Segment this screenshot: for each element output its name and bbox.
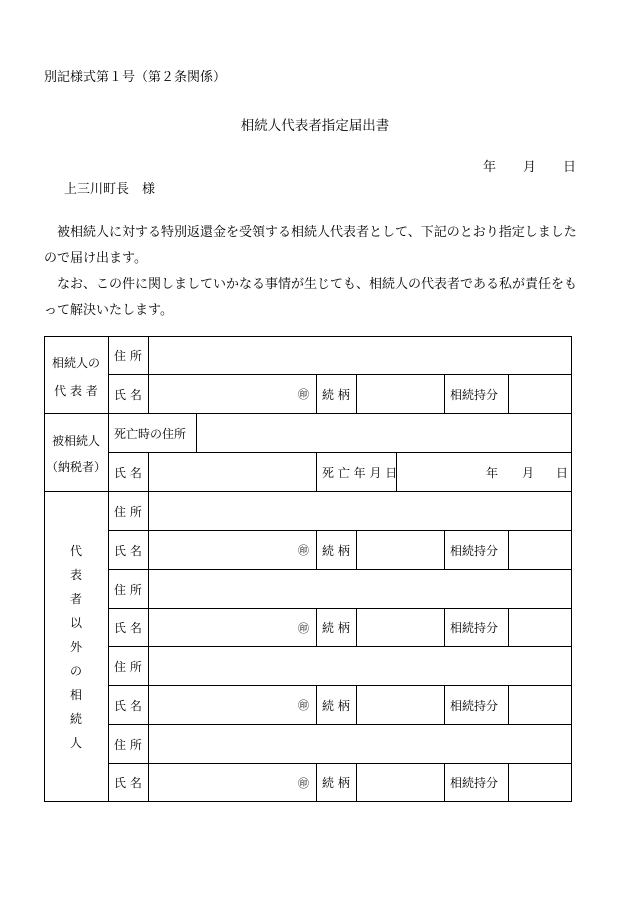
others-label-char: 続 xyxy=(69,712,82,726)
name-row-line xyxy=(444,374,445,413)
heir2-name-field[interactable] xyxy=(149,609,315,646)
rep-name-field[interactable] xyxy=(149,375,315,413)
heir4-name-label: 氏 名 xyxy=(114,776,142,790)
others-label-char: 者 xyxy=(69,592,82,606)
rep-relationship-field[interactable] xyxy=(357,375,443,413)
heir3-relationship-label: 続 柄 xyxy=(322,698,350,713)
date-day-label: 日 xyxy=(563,160,577,175)
heir3-name-field[interactable] xyxy=(149,686,315,724)
rep-address-field[interactable] xyxy=(149,337,570,374)
others-label-char: の xyxy=(69,664,82,678)
heir4-relationship-field[interactable] xyxy=(357,764,443,801)
representative-label-line-2: 代 表 者 xyxy=(54,384,98,398)
rep-name-label: 氏 名 xyxy=(114,387,142,402)
heir2-address-label: 住 所 xyxy=(114,582,142,597)
heir3-address-field[interactable] xyxy=(149,647,570,685)
heir4-share-label: 相続持分 xyxy=(450,776,499,790)
heir4-address-field[interactable] xyxy=(149,725,570,763)
declaration-paragraph-1: 被相続人に対する特別返還金を受領する相続人代表者として、下記のとおり指定しましたので届け出ます。 xyxy=(44,225,577,266)
death-address-label: 死亡時の住所 xyxy=(114,426,187,441)
recipient: 上三川町長 様 xyxy=(64,182,156,197)
heir4-address-label: 住 所 xyxy=(114,737,142,752)
death-day-label: 日 xyxy=(556,465,569,480)
death-month-label: 月 xyxy=(522,465,535,480)
heir3-name-label: 氏 名 xyxy=(114,698,142,713)
deceased-label-line-1: 被相続人 xyxy=(51,434,100,448)
rep-relationship-label: 続 柄 xyxy=(322,387,350,402)
heir1-share-field[interactable] xyxy=(509,531,570,569)
rep-share-field[interactable] xyxy=(509,375,570,413)
name-row-line xyxy=(316,374,317,413)
heir2-share-field[interactable] xyxy=(509,609,570,646)
name-row-line xyxy=(316,763,317,802)
heir2-share-label: 相続持分 xyxy=(450,621,499,635)
heir3-relationship-field[interactable] xyxy=(357,686,443,724)
others-label-char: 外 xyxy=(69,640,82,654)
heir4-share-field[interactable] xyxy=(509,764,570,801)
date-month-label: 月 xyxy=(523,160,537,175)
others-label-char: 以 xyxy=(69,616,82,630)
document-title: 相続人代表者指定届出書 xyxy=(240,118,390,134)
heir4-name-field[interactable] xyxy=(149,764,315,801)
heir1-seal-mark: ㊞ xyxy=(298,544,309,557)
deceased-label-line-2: （納税者） xyxy=(45,460,106,474)
rep-address-label: 住 所 xyxy=(114,348,142,363)
others-label-char: 代 xyxy=(69,544,82,558)
name-row-line xyxy=(316,530,317,569)
others-label-char: 表 xyxy=(69,568,82,582)
deceased-name-field[interactable] xyxy=(149,453,315,491)
heir3-seal-mark: ㊞ xyxy=(298,699,309,712)
heir4-relationship-label: 続 柄 xyxy=(322,776,350,790)
heir3-address-label: 住 所 xyxy=(114,659,142,674)
name-row-line xyxy=(444,530,445,569)
heir2-seal-mark: ㊞ xyxy=(298,621,309,635)
rep-seal-mark: ㊞ xyxy=(298,388,309,401)
heir1-relationship-field[interactable] xyxy=(357,531,443,569)
death-year-label: 年 xyxy=(486,465,499,480)
heir3-share-label: 相続持分 xyxy=(450,698,499,713)
deceased-name-line xyxy=(316,452,317,491)
heir2-address-field[interactable] xyxy=(149,570,570,608)
deceased-name-label: 氏 名 xyxy=(114,465,142,480)
table-border-bottom xyxy=(44,801,572,802)
others-label-char: 相 xyxy=(69,688,82,702)
name-row-line xyxy=(444,685,445,724)
form-number: 別記様式第１号（第２条関係） xyxy=(44,70,227,85)
heir1-relationship-label: 続 柄 xyxy=(322,543,350,558)
heir3-share-field[interactable] xyxy=(509,686,570,724)
form-table xyxy=(44,336,572,802)
name-row-line xyxy=(316,685,317,724)
label-column-line xyxy=(108,336,109,802)
death-date-label: 死 亡 年 月 日 xyxy=(322,465,398,480)
name-row-line xyxy=(444,763,445,802)
declaration-paragraph-2: なお、この件に関しましていかなる事情が生じても、相続人の代表者である私が責任をもって解決いたします。 xyxy=(44,277,578,318)
heir4-seal-mark: ㊞ xyxy=(298,776,309,790)
others-label-char: 人 xyxy=(69,736,82,750)
death-address-field[interactable] xyxy=(197,414,570,452)
rep-share-label: 相続持分 xyxy=(450,387,499,402)
date-year-label: 年 xyxy=(483,160,497,175)
name-row-line xyxy=(444,608,445,646)
heir1-share-label: 相続持分 xyxy=(450,543,499,558)
heir1-name-field[interactable] xyxy=(149,531,315,569)
heir2-name-label: 氏 名 xyxy=(114,621,142,635)
representative-label-line-1: 相続人の xyxy=(51,356,100,370)
heir1-address-field[interactable] xyxy=(149,492,570,530)
heir2-relationship-field[interactable] xyxy=(357,609,443,646)
heir1-name-label: 氏 名 xyxy=(114,543,142,558)
heir2-relationship-label: 続 柄 xyxy=(322,621,350,635)
name-row-line xyxy=(316,608,317,646)
heir1-address-label: 住 所 xyxy=(114,504,142,519)
